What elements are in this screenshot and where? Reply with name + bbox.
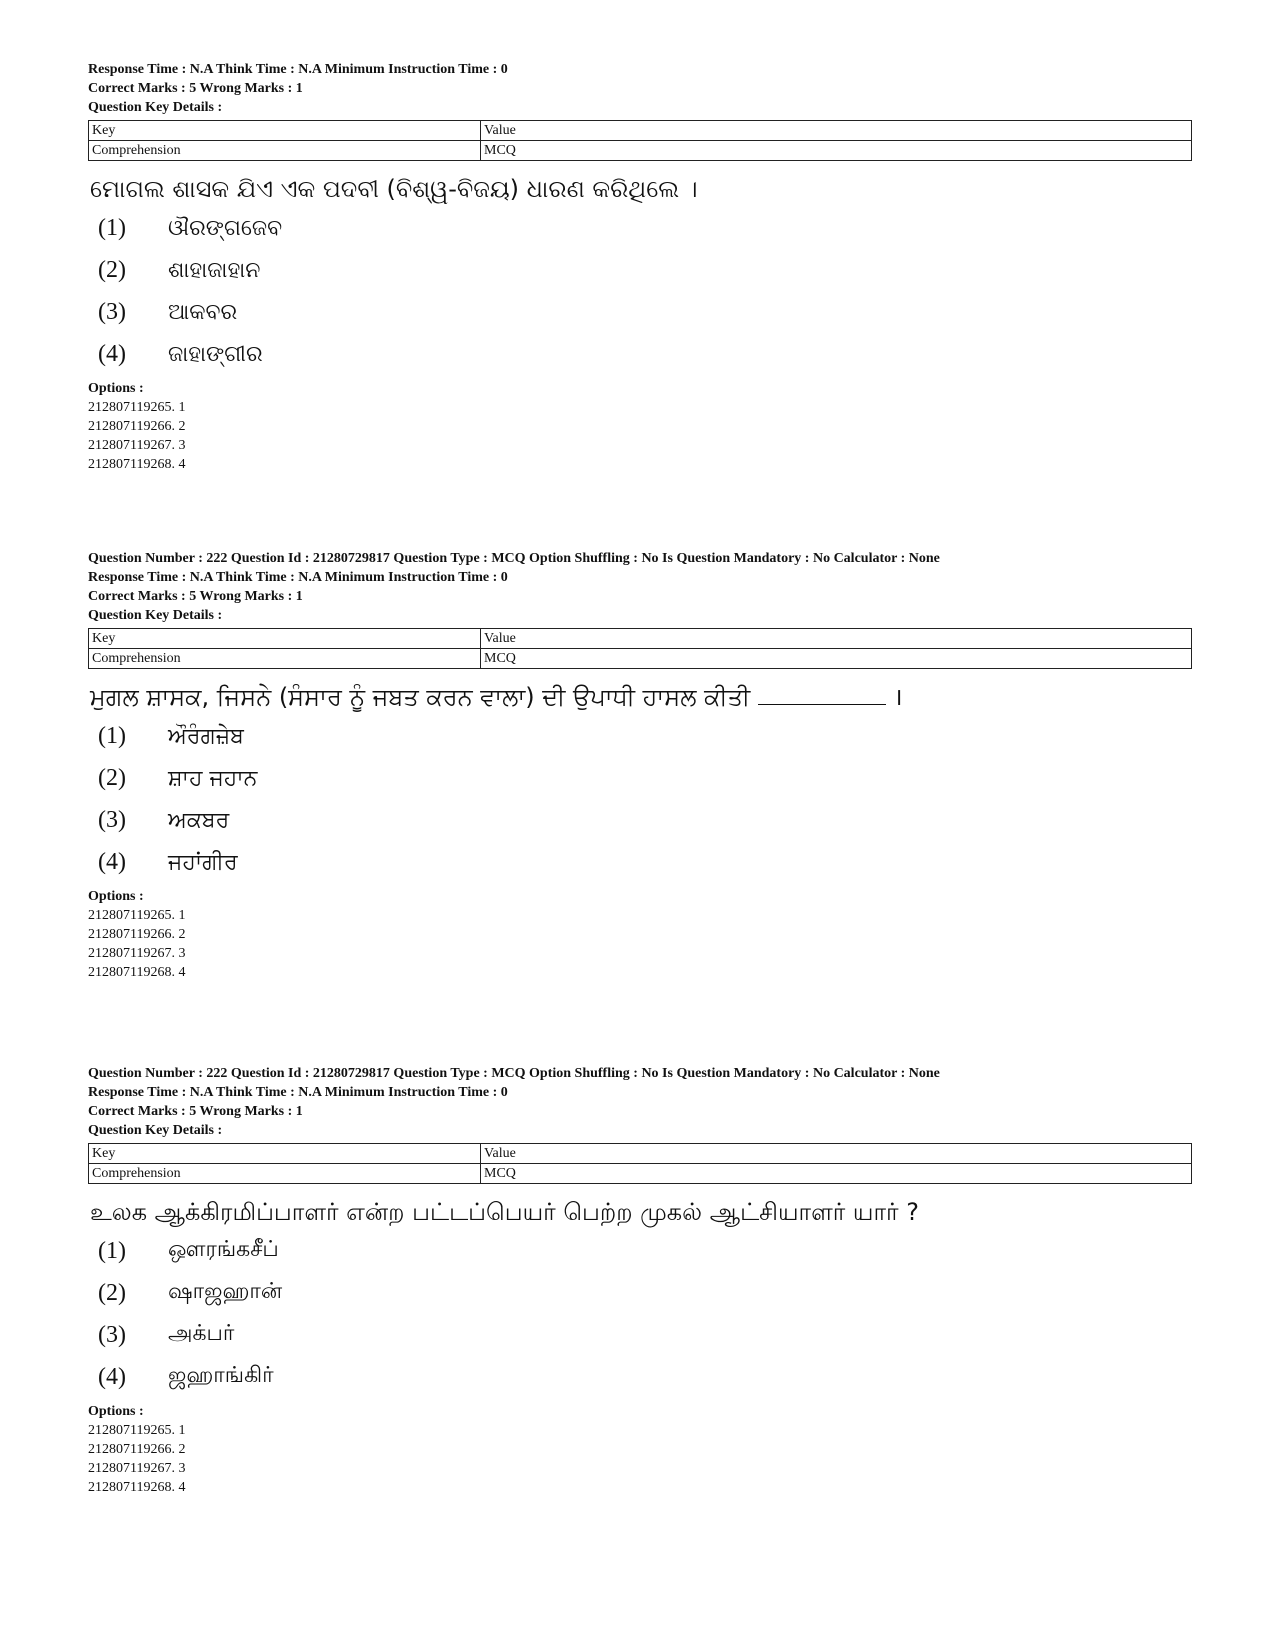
answer-option [88,1356,1188,1398]
key-details-label: Question Key Details : [88,608,223,623]
option-text: ਜਹਾਂਗੀਰ [168,849,238,875]
table-header-value: Value [481,121,1192,141]
option-text: ஷாஜஹான் [168,1279,283,1304]
answer-option [88,799,1188,841]
question-text: உலக ஆக்கிரமிப்பாளர் என்ற பட்டப்பெயர் பெற்ற முகல் ஆட்சியாளர் யார் ? [90,1198,919,1226]
option-number: (2) [98,764,126,791]
table-header-key: Key [89,121,481,141]
option-id: 212807119266. 2 [88,419,186,434]
answer-option [88,757,1188,799]
key-details-label: Question Key Details : [88,100,223,115]
option-id: 212807119268. 4 [88,457,186,472]
option-text: ਅਕਬਰ [168,807,230,833]
question-line [90,679,1188,715]
option-id: 212807119267. 3 [88,946,186,961]
question-block-1 [88,60,1188,474]
marks-line: Correct Marks : 5 Wrong Marks : 1 [88,81,303,96]
answer-option [88,1314,1188,1356]
key-details-label: Question Key Details : [88,1123,223,1138]
answer-option [88,1230,1188,1272]
option-number: (3) [98,298,126,325]
option-text: அக்பர் [168,1321,235,1346]
answer-option [88,333,1188,375]
table-header-key: Key [89,629,481,649]
key-details-table [88,628,1192,669]
option-number: (1) [98,1237,126,1264]
table-cell-value: MCQ [481,141,1192,161]
option-id: 212807119265. 1 [88,1423,186,1438]
response-time-line: Response Time : N.A Think Time : N.A Minimum Instruction Time : 0 [88,570,508,585]
table-cell-value: MCQ [481,1164,1192,1184]
option-text: ଔରଙ୍ଗଜେବ [168,215,283,241]
question-end-mark: । [893,683,903,711]
option-id: 212807119268. 4 [88,1480,186,1495]
option-number: (3) [98,806,126,833]
answer-option [88,249,1188,291]
answer-option [88,841,1188,883]
table-header-key: Key [89,1144,481,1164]
question-header: Question Number : 222 Question Id : 21280729817 Question Type : MCQ Option Shuffling : No Is Question Mandatory : No Calculator : None [88,1066,940,1081]
option-id: 212807119265. 1 [88,400,186,415]
answer-option [88,1272,1188,1314]
question-header: Question Number : 222 Question Id : 21280729817 Question Type : MCQ Option Shuffling : No Is Question Mandatory : No Calculator : None [88,551,940,566]
option-id: 212807119267. 3 [88,1461,186,1476]
option-id: 212807119267. 3 [88,438,186,453]
key-details-table [88,1143,1192,1184]
key-details-table [88,120,1192,161]
options-label: Options : [88,889,144,904]
option-number: (1) [98,722,126,749]
option-id: 212807119265. 1 [88,908,186,923]
option-text: ਸ਼ਾਹ ਜਹਾਨ [168,765,258,791]
marks-line: Correct Marks : 5 Wrong Marks : 1 [88,1104,303,1119]
answer-option [88,715,1188,757]
answer-blank [758,682,886,705]
table-cell-key: Comprehension [89,1164,481,1184]
table-header-value: Value [481,1144,1192,1164]
table-header-value: Value [481,629,1192,649]
answer-option [88,291,1188,333]
options-label: Options : [88,1404,144,1419]
answer-option [88,207,1188,249]
option-number: (2) [98,1279,126,1306]
question-block-3 [88,1064,1188,1497]
option-text: ஜஹாங்கிர் [168,1363,274,1388]
option-text: ଶାହାଜାହାନ [168,257,261,283]
option-number: (4) [98,1363,126,1390]
table-cell-value: MCQ [481,649,1192,669]
option-text: ஔரங்கசீப் [168,1237,279,1262]
response-time-line: Response Time : N.A Think Time : N.A Minimum Instruction Time : 0 [88,62,508,77]
response-time-line: Response Time : N.A Think Time : N.A Minimum Instruction Time : 0 [88,1085,508,1100]
option-id: 212807119266. 2 [88,1442,186,1457]
option-text: ଜାହାଙ୍ଗୀର [168,341,263,367]
option-text: ਔਰੰਗਜ਼ੇਬ [168,723,244,749]
option-number: (4) [98,340,126,367]
table-cell-key: Comprehension [89,649,481,669]
question-text: ਮੁਗਲ ਸ਼ਾਸਕ, ਜਿਸਨੇ (ਸੰਸਾਰ ਨੂੰ ਜਬਤ ਕਰਨ ਵਾਲਾ) ਦੀ ਉਪਾਧੀ ਹਾਸਲ ਕੀਤੀ [90,683,751,711]
options-label: Options : [88,381,144,396]
option-number: (4) [98,848,126,875]
option-id: 212807119268. 4 [88,965,186,980]
option-number: (2) [98,256,126,283]
option-number: (1) [98,214,126,241]
marks-line: Correct Marks : 5 Wrong Marks : 1 [88,589,303,604]
option-text: ଆକବର [168,299,238,325]
question-text: ମୋଗଲ ଶାସକ ଯିଏ ଏକ ପଦବୀ (ବିଶ୍ୱ-ବିଜୟ) ଧାରଣ କରିଥିଲେ । [90,175,698,203]
option-number: (3) [98,1321,126,1348]
table-cell-key: Comprehension [89,141,481,161]
question-block-2 [88,549,1188,982]
option-id: 212807119266. 2 [88,927,186,942]
